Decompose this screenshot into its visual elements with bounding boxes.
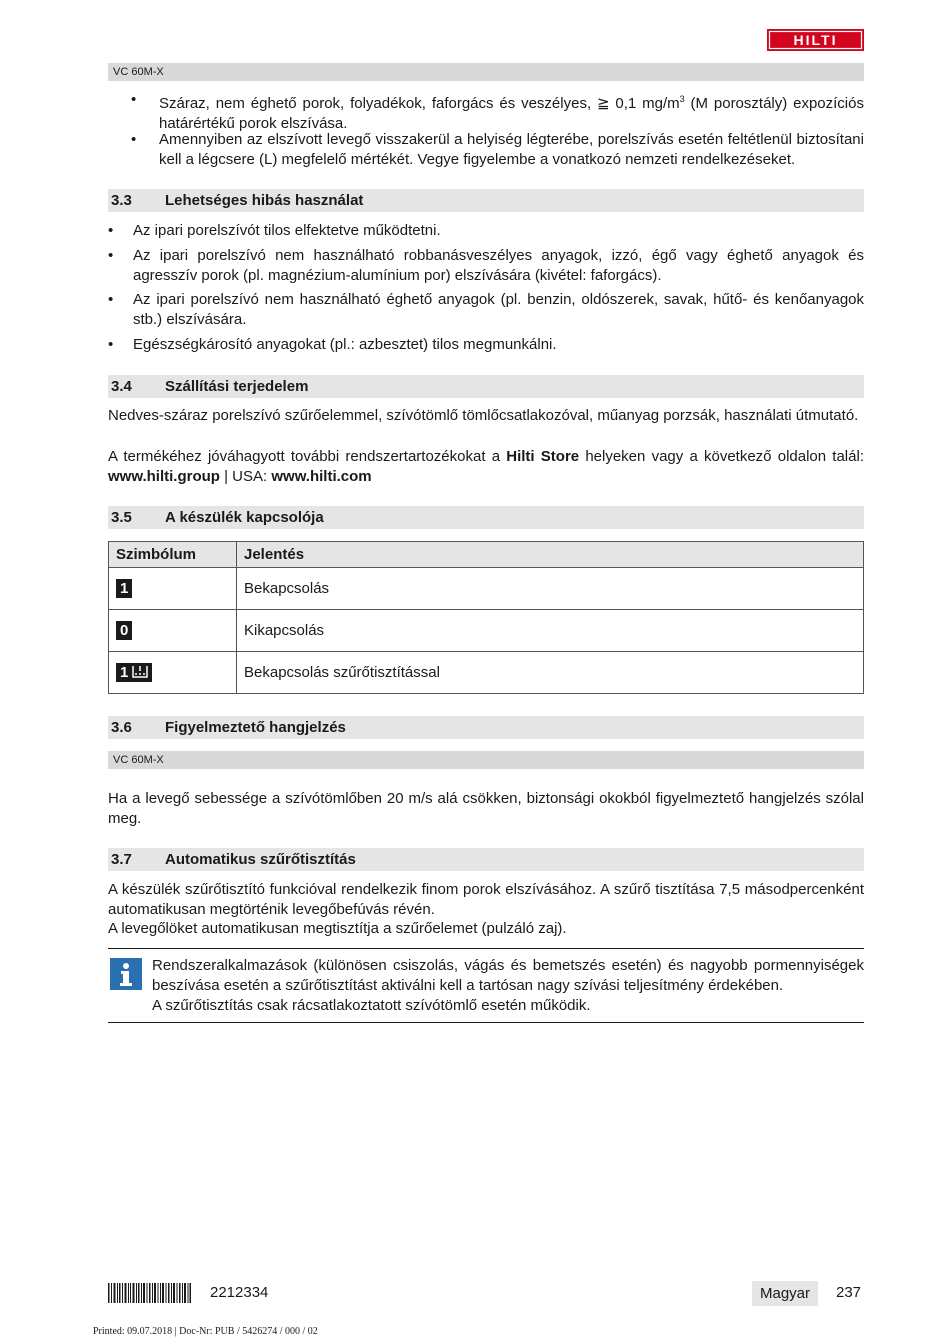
table-row: [109, 568, 864, 610]
model-label: VC 60M-X: [113, 754, 164, 766]
doc-number: 2212334: [210, 1284, 269, 1301]
note-divider-bottom: [108, 1022, 864, 1023]
hilti-group-link[interactable]: www.hilti.group: [108, 467, 220, 485]
logo-text: HILTI: [793, 32, 838, 48]
misuse-bullet-1: • Az ipari porelszívót tilos elfektetve működtetni.: [108, 222, 441, 239]
info-icon: [110, 958, 142, 990]
misuse-bullet-4: • Egészségkárosító anyagokat (pl.: azbesztet) tilos megmunkálni.: [108, 336, 557, 353]
meaning-cell: Bekapcsolás: [237, 568, 864, 610]
switch-table: [108, 541, 864, 694]
barcode-icon: [108, 1283, 191, 1303]
top-bullet-1: • Száraz, nem éghető porok, folyadékok, faforgács és veszélyes, ≧ 0,1 $mg/m^3$ (M porosztály) expozíciós határértékű porok elszívása.: [131, 91, 864, 132]
table-row: [109, 652, 864, 694]
table-header-row: [109, 542, 864, 568]
air-pulse-text: A levegőlöket automatikusan megtisztítja a szűrőelemet (pulzáló zaj).: [108, 920, 567, 937]
hilti-com-link[interactable]: www.hilti.com: [271, 467, 372, 485]
on-filter-symbol: 1: [116, 663, 152, 682]
section-header-3-3: 3.3 Lehetséges hibás használat: [108, 189, 864, 212]
misuse-bullet-2: • Az ipari porelszívó nem használható robbanásveszélyes anyagok, izzó, égő vagy éghető anyagok és agresszív porok (pl. magnézium-alumínium por) elszívására (kivétel: faforgács).: [108, 247, 864, 284]
accessories-text: A termékéhez jóváhagyott további rendszertartozékokat a Hilti Store helyeken vagy a következő oldalon talál: www.hilti.group | USA: www.hilti.com: [108, 448, 864, 485]
note-divider-top: [108, 948, 864, 949]
column-header-meaning: Jelentés: [237, 542, 864, 568]
info-note-text-2: A szűrőtisztítás csak rácsatlakoztatott szívótömlő esetén működik.: [152, 997, 591, 1014]
warning-signal-text: Ha a levegő sebessége a szívótömlőben 20 m/s alá csökken, biztonsági okokból figyelmeztető hangjelzés szólal meg.: [108, 790, 864, 827]
table-row: [109, 610, 864, 652]
meaning-cell: Bekapcsolás szűrőtisztítással: [237, 652, 864, 694]
language-label: Magyar: [752, 1281, 818, 1306]
section-header-3-4: 3.4 Szállítási terjedelem: [108, 375, 864, 398]
model-label: VC 60M-X: [113, 66, 164, 78]
model-bar: [108, 63, 864, 81]
hilti-store-label: Hilti Store: [506, 448, 580, 465]
meaning-cell: Kikapcsolás: [237, 610, 864, 652]
model-bar: [108, 751, 864, 769]
delivery-text: Nedves-száraz porelszívó szűrőelemmel, szívótömlő tömlőcsatlakozóval, műanyag porzsák, használati útmutató.: [108, 407, 859, 424]
section-header-3-7: 3.7 Automatikus szűrőtisztítás: [108, 848, 864, 871]
filter-clean-icon: [130, 663, 150, 680]
top-bullet-2: • Amennyiben az elszívott levegő visszakerül a helyiség légterébe, porelszívás esetén feltétlenül biztosítani kell a légcsere (L) megfelelő mértékét. Vegye figyelembe a vonatkozó nemzeti rendelkezéseket.: [131, 131, 864, 168]
filter-cleaning-text: A készülék szűrőtisztító funkcióval rendelkezik finom porok elszívásához. A szűrő tisztítása 7,5 másodpercenként automatikusan megtörténik levegőbefúvás révén.: [108, 881, 864, 918]
off-symbol: 0: [116, 621, 132, 640]
print-info: Printed: 09.07.2018 | Doc-Nr: PUB / 5426274 / 000 / 02: [93, 1326, 318, 1337]
column-header-symbol: Szimbólum: [109, 542, 237, 568]
info-note-text-1: Rendszeralkalmazások (különösen csiszolás, vágás és bemetszés esetén) és nagyobb pormennyiségek beszívása esetén a szűrőtisztítást aktiválni kell a tartósan nagy szívási teljesítmény érdekében.: [152, 957, 864, 994]
hilti-logo: [767, 29, 864, 51]
page-number: 237: [836, 1284, 862, 1301]
section-header-3-5: 3.5 A készülék kapcsolója: [108, 506, 864, 529]
on-symbol: 1: [116, 579, 132, 598]
section-header-3-6: 3.6 Figyelmeztető hangjelzés: [108, 716, 864, 739]
misuse-bullet-3: • Az ipari porelszívó nem használható éghető anyagok (pl. benzin, oldószerek, savak, hűtő- és kenőanyagok stb.) elszívására.: [108, 291, 864, 328]
